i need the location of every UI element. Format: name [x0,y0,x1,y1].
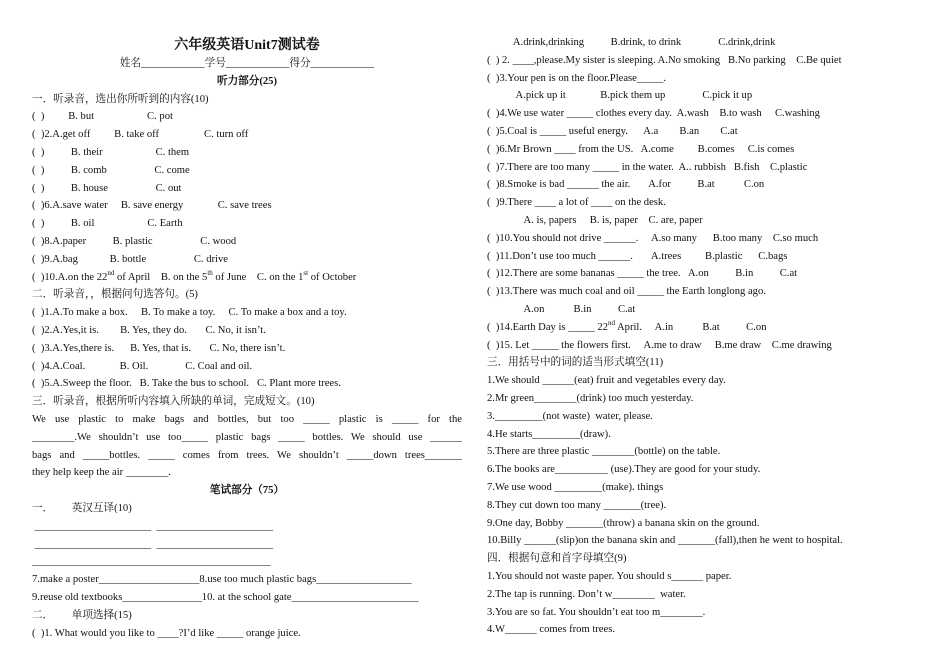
q10-part-c: of June C. on the 1 [212,271,304,283]
translate-item[interactable]: 9.reuse old textbooks_______________10. at the school gate________________________ [32,591,419,603]
question-item: ( ) B. house C. out [32,182,182,194]
listening-heading: 听力部分(25) [216,75,278,87]
q10-sup-a: nd [107,268,115,277]
question-item: ( )1. What would you like to ____?I’d like _____ orange juice. [32,627,301,639]
choice-options: A.drink,drinking B.drink, to drink C.drink,drink [487,37,776,48]
passage-line[interactable]: they help keep the air ________. [32,467,171,479]
fill-item[interactable]: 9.One day, Bobby _______(throw) a banana skin on the ground. [487,517,760,529]
fill-item[interactable]: 4.He starts_________(draw). [487,428,611,440]
passage-line[interactable]: ________.We shouldn’t use too_____ plastic bags _____ bottles. We should use ______ [32,431,462,443]
section-heading: 二． 单项选择(15) [32,609,132,621]
passage-line[interactable]: We use plastic to make bags and bottles, but too _____ plastic is _____ for the [32,413,462,425]
question-item-10 [32,269,462,287]
question-item: ( ) B. their C. them [32,146,190,158]
fill-item[interactable]: 1.We should ______(eat) fruit and vegetables every day. [487,375,726,387]
question-item: ( ) 2. ____,please.My sister is sleeping. A.No smoking B.No parking C.Be quiet [487,54,842,66]
fill-item[interactable]: 2.Mr green________(drink) too much yesterday. [487,392,694,404]
section-heading: 一．听录音，选出你所听到的内容(10) [32,93,209,105]
q10-part-b: of April B. on the 5 [114,271,208,283]
question-item: ( )9.A.bag B. bottle C. drive [32,253,228,265]
fill-item[interactable]: 3.You are so fat. You shouldn’t eat too m________. [487,606,706,618]
question-item: ( ) B. but C. pot [32,111,173,123]
question-item: ( ) B. oil C. Earth [32,218,183,230]
choice-options: A.pick up it B.pick them up C.pick it up [487,90,753,102]
fill-item[interactable]: 1.You should not waste paper. You should s______ paper. [487,570,732,582]
question-item: ( )5.A.Sweep the floor. B. Take the bus to school. C. Plant more trees. [32,378,341,390]
q10-part-a: ( )10.A.on the 22 [32,271,108,283]
q14-sup: nd [607,318,615,327]
section-heading: 二．听录音，，根据问句选答句。(5) [32,289,198,301]
question-item: ( )1.A.To make a box. B. To make a toy. C. To make a box and a toy. [32,307,347,319]
page-title: 六年级英语Unit7测试卷 [174,38,320,53]
answer-blank-line[interactable]: _____________________________________________ [32,556,271,568]
answer-blank-line[interactable]: ______________________ ______________________ [32,538,274,550]
question-item: ( )8.Smoke is bad ______ the air. A.for B.at C.on [487,179,765,191]
fill-item[interactable]: 5.There are three plastic ________(bottle) on the table. [487,446,721,458]
section-heading: 三．听录音，根据所听内容填入所缺的单词，完成短文。(10) [32,396,315,408]
question-item: ( )3.Your pen is on the floor.Please_____. [487,72,667,84]
answer-blank-line[interactable]: ______________________ ______________________ [32,520,274,532]
question-item: ( )11.Don’t use too much ______. A.trees B.plastic C.bags [487,250,788,262]
question-item: ( )7.There are too many _____ in the water. A.. rubbish B.fish C.plastic [487,161,808,173]
q10-sup-b: th [207,268,213,277]
question-item: ( )4.A.Coal. B. Oil. C. Coal and oil. [32,360,253,372]
passage-line[interactable]: bags and _____bottles. _____ comes from trees. We shouldn’t _____down trees_______ [32,449,462,461]
choice-options: A. is, papers B. is, paper C. are, paper [487,214,703,226]
fill-item[interactable]: 2.The tap is running. Don’t w________ water. [487,588,686,600]
question-item: ( )13.There was much coal and oil _____ the Earth longlong ago. [487,286,766,298]
fill-item[interactable]: 8.They cut down too many _______(tree). [487,499,667,511]
choice-options: A.on B.in C.at [487,303,636,315]
left-column [32,34,462,642]
fill-item[interactable]: 7.We use wood _________(make). things [487,481,664,493]
question-item: ( )2.A.Yes,it is. B. Yes, they do. C. No, it isn’t. [32,324,266,336]
question-item: ( )2.A.get off B. take off C. turn off [32,129,249,141]
section-heading: 一． 英汉互译(10) [32,502,132,514]
question-item: ( )15. Let _____ the flowers first. A.me to draw B.me draw C.me drawing [487,339,832,351]
question-item: ( )6.A.save water B. save energy C. save trees [32,200,272,212]
q14-part-a: ( )14.Earth Day is _____ 22 [487,321,608,333]
right-column [487,34,917,639]
q14-part-b: April. A.in B.at C.on [614,321,767,333]
question-item: ( )12.There are some bananas _____ the tree. A.on B.in C.at [487,268,798,280]
section-heading: 四．根据句意和首字母填空(9) [487,553,627,565]
question-item: ( )10.You should not drive ______. A.so many B.too many C.so much [487,232,819,244]
fill-item[interactable]: 10.Billy ______(slip)on the banana skin and _______(fall),then he went to hospital. [487,535,843,547]
fill-item[interactable]: 6.The books are__________ (use).They are good for your study. [487,464,761,476]
question-item-14 [487,319,917,337]
question-item: ( )9.There ____ a lot of ____ on the desk. [487,197,666,209]
q10-sup-c: st [303,268,309,277]
question-item: ( )3.A.Yes,there is. B. Yes, that is. C. No, there isn’t. [32,342,286,354]
q10-part-d: of October [308,271,357,283]
section-heading: 三．用括号中的词的适当形式填空(11) [487,357,664,369]
fill-item[interactable]: 3._________(not waste) water, please. [487,410,653,422]
question-item: ( ) B. comb C. come [32,164,190,176]
fill-item[interactable]: 4.W______ comes from trees. [487,624,615,636]
student-info-line[interactable]: 姓名____________学号____________得分____________ [119,58,375,69]
question-item: ( )8.A.paper B. plastic C. wood [32,235,237,247]
translate-item[interactable]: 7.make a poster___________________8.use too much plastic bags__________________ [32,574,412,586]
question-item: ( )4.We use water _____ clothes every day. A.wash B.to wash C.washing [487,108,820,120]
question-item: ( )6.Mr Brown ____ from the US. A.come B.comes C.is comes [487,143,795,155]
question-item: ( )5.Coal is _____ useful energy. A.a B.an C.at [487,125,738,137]
writing-heading: 笔试部分（75） [209,485,285,497]
